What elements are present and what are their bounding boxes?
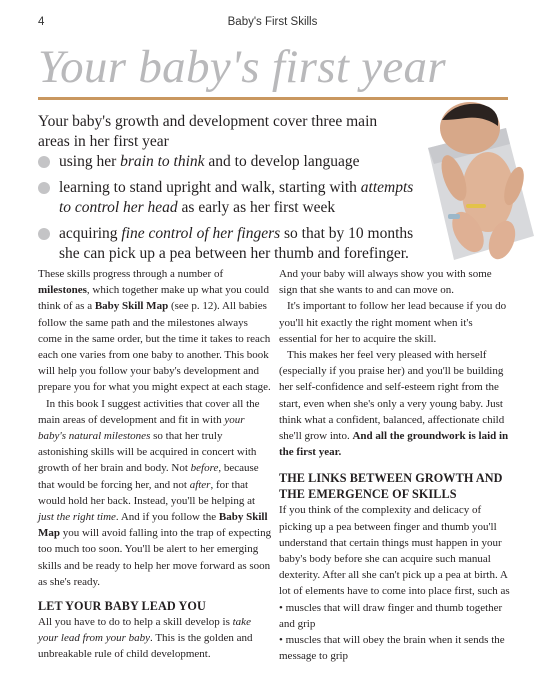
paragraph: All you have to do to help a skill develop is take your lead from your baby. This is the golden and unbreakable rule of child development.: [38, 616, 253, 661]
intro-text: Your baby's growth and development cover three main areas in her first year: [38, 113, 378, 150]
page-header: [0, 16, 545, 32]
list-item: • muscles that will draw finger and thumb together and grip: [279, 601, 503, 630]
bullet-dot-icon: [38, 156, 50, 168]
list-item: • muscles that will obey the brain when it sends the message to grip: [279, 634, 505, 663]
bullet-dot-icon: [38, 182, 50, 194]
page-number: 4: [38, 16, 45, 28]
paragraph: In this book I suggest activities that cover all the main areas of development and fit in with your baby's natural milestones so that her truly astonishing skills will be acquired in concert with growth of her brain and body. Not before, because that would be forcing her, and not after, for that would hold her back. Instead, you'll be helping at just the right time. And if you follow the Baby Skill Map you will avoid falling into the trap of expecting too much too soon. You'll be alert to her emerging skills and be ready to help her move forward as soon as she's ready.: [38, 397, 272, 588]
page-title: Your baby's first year: [38, 41, 446, 93]
list-item: learning to stand upright and walk, starting with attempts to control her head as early as her first week: [38, 178, 418, 218]
running-head: Baby's First Skills: [227, 16, 318, 28]
skill-areas-list: [38, 152, 418, 270]
paragraph: These skills progress through a number of milestones, which together make up what you could think of as a Baby Skill Map (see p. 12). All babies follow the same path and the milestones always come in the same order, but the time it takes to reach each one varies from one baby to another. This book will help you follow your baby's development and prepare you for what you might expect at each stage.: [38, 268, 271, 394]
left-column: [38, 266, 273, 663]
list-item: acquiring fine control of her fingers so that by 10 months she can pick up a pea between her thumb and forefinger.: [38, 224, 418, 264]
section-heading: THE LINKS BETWEEN GROWTH AND THE EMERGENCE OF SKILLS: [279, 471, 503, 502]
baby-photo: [410, 100, 536, 268]
paragraph: And your baby will always show you with some sign that she wants to and can move on.: [279, 268, 492, 297]
paragraph: It's important to follow her lead because if you do you'll hit exactly the right moment when it's essential for her to acquire the skill.: [279, 300, 507, 345]
paragraph: This makes her feel very pleased with herself (especially if you praise her) and you'll be building her self-confidence and self-esteem right from the start, even when she's only a very young baby. Just think what a confident, balanced, affectionate child she'll grow into. And all the groundwork is laid in the first year.: [279, 349, 509, 459]
right-column: [279, 266, 511, 664]
section-heading: LET YOUR BABY LEAD YOU: [38, 599, 206, 614]
bullet-dot-icon: [38, 228, 50, 240]
paragraph: If you think of the complexity and delicacy of picking up a pea between finger and thumb you'll understand that certain things must happen in your baby's body before she can acquire such manual dexterity. After all she can't pick up a pea at birth. A lot of elements have to come into place first, such as: [279, 504, 510, 598]
list-item: using her brain to think and to develop language: [38, 152, 418, 172]
